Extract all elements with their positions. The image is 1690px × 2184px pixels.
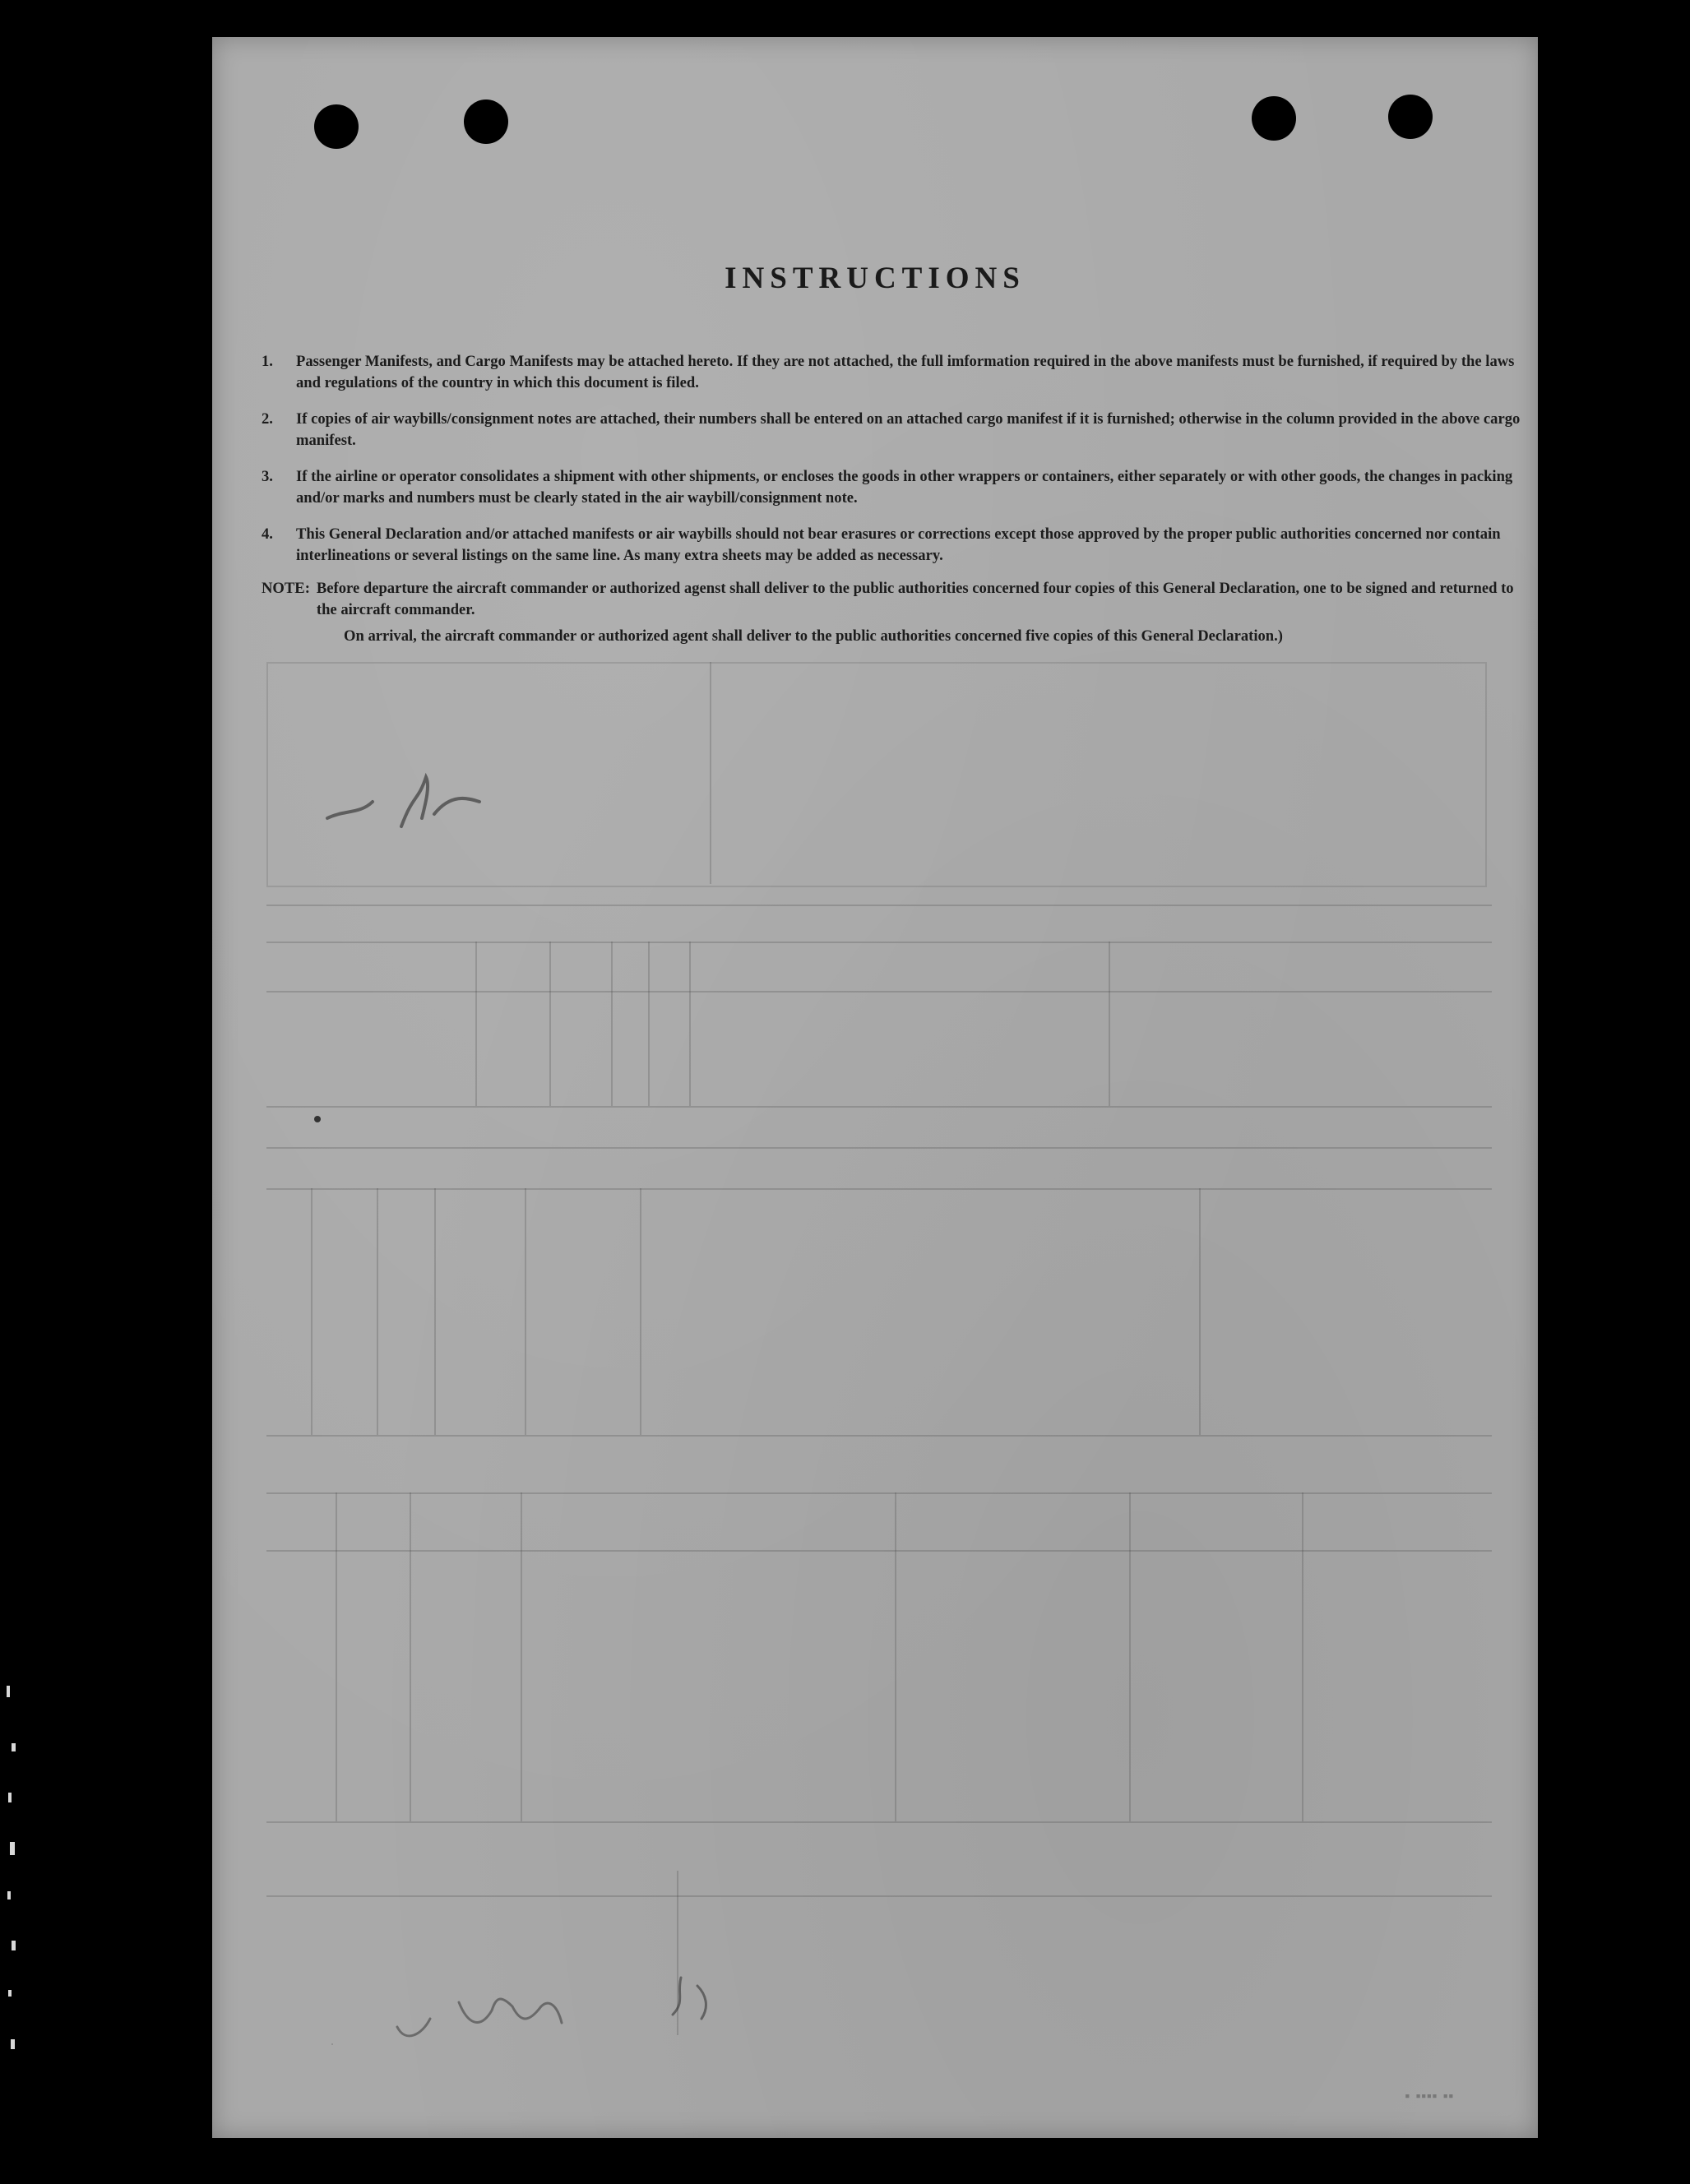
note-paragraph-1: Before departure the aircraft commander or authorized agenst shall deliver to the public authorities concerned four copies of this General Declaration, one to be signed and returned to the aircraft commander. xyxy=(316,580,1514,618)
form-code-mark: ▪ ▪▪▪▪ ▪▪ xyxy=(1405,2090,1454,2101)
page-title: INSTRUCTIONS xyxy=(725,261,1026,295)
instruction-item-3 xyxy=(262,466,1536,509)
instruction-number: 2. xyxy=(262,410,273,428)
note-label: NOTE: xyxy=(262,580,310,597)
instruction-number: 3. xyxy=(262,468,273,485)
instruction-number: 1. xyxy=(262,353,273,370)
instruction-text: If the airline or operator consolidates a shipment with other shipments, or encloses the goods in other wrappers or containers, either separately or with other goods, the changes in packing and/or marks and numbers must be clearly stated in the air waybill/consignment note. xyxy=(296,468,1513,507)
note-block xyxy=(262,578,1536,621)
instruction-text: If copies of air waybills/consignment notes are attached, their numbers shall be entered on an attached cargo manifest if it is furnished; otherwise in the column provided in the above cargo manifest. xyxy=(296,410,1521,449)
instruction-text: This General Declaration and/or attached manifests or air waybills should not bear erasures or corrections except those approved by the proper public authorities concerned nor contain interlineations or several listings on the same line. As many extra sheets may be added as necessary. xyxy=(296,525,1501,564)
note-paragraph-2: On arrival, the aircraft commander or authorized agent shall deliver to the public authorities concerned five copies of this General Declaration.) xyxy=(344,627,1283,645)
instruction-number: 4. xyxy=(262,525,273,543)
document-page xyxy=(212,37,1538,2138)
instruction-text: Passenger Manifests, and Cargo Manifests may be attached hereto. If they are not attached, the full imformation required in the above manifests must be furnished, if required by the laws and regulations of the country in which this document is filed. xyxy=(296,353,1515,391)
instructions-list xyxy=(262,351,1536,647)
instruction-item-2 xyxy=(262,409,1536,451)
instruction-item-1 xyxy=(262,351,1536,394)
instruction-item-4 xyxy=(262,524,1536,567)
